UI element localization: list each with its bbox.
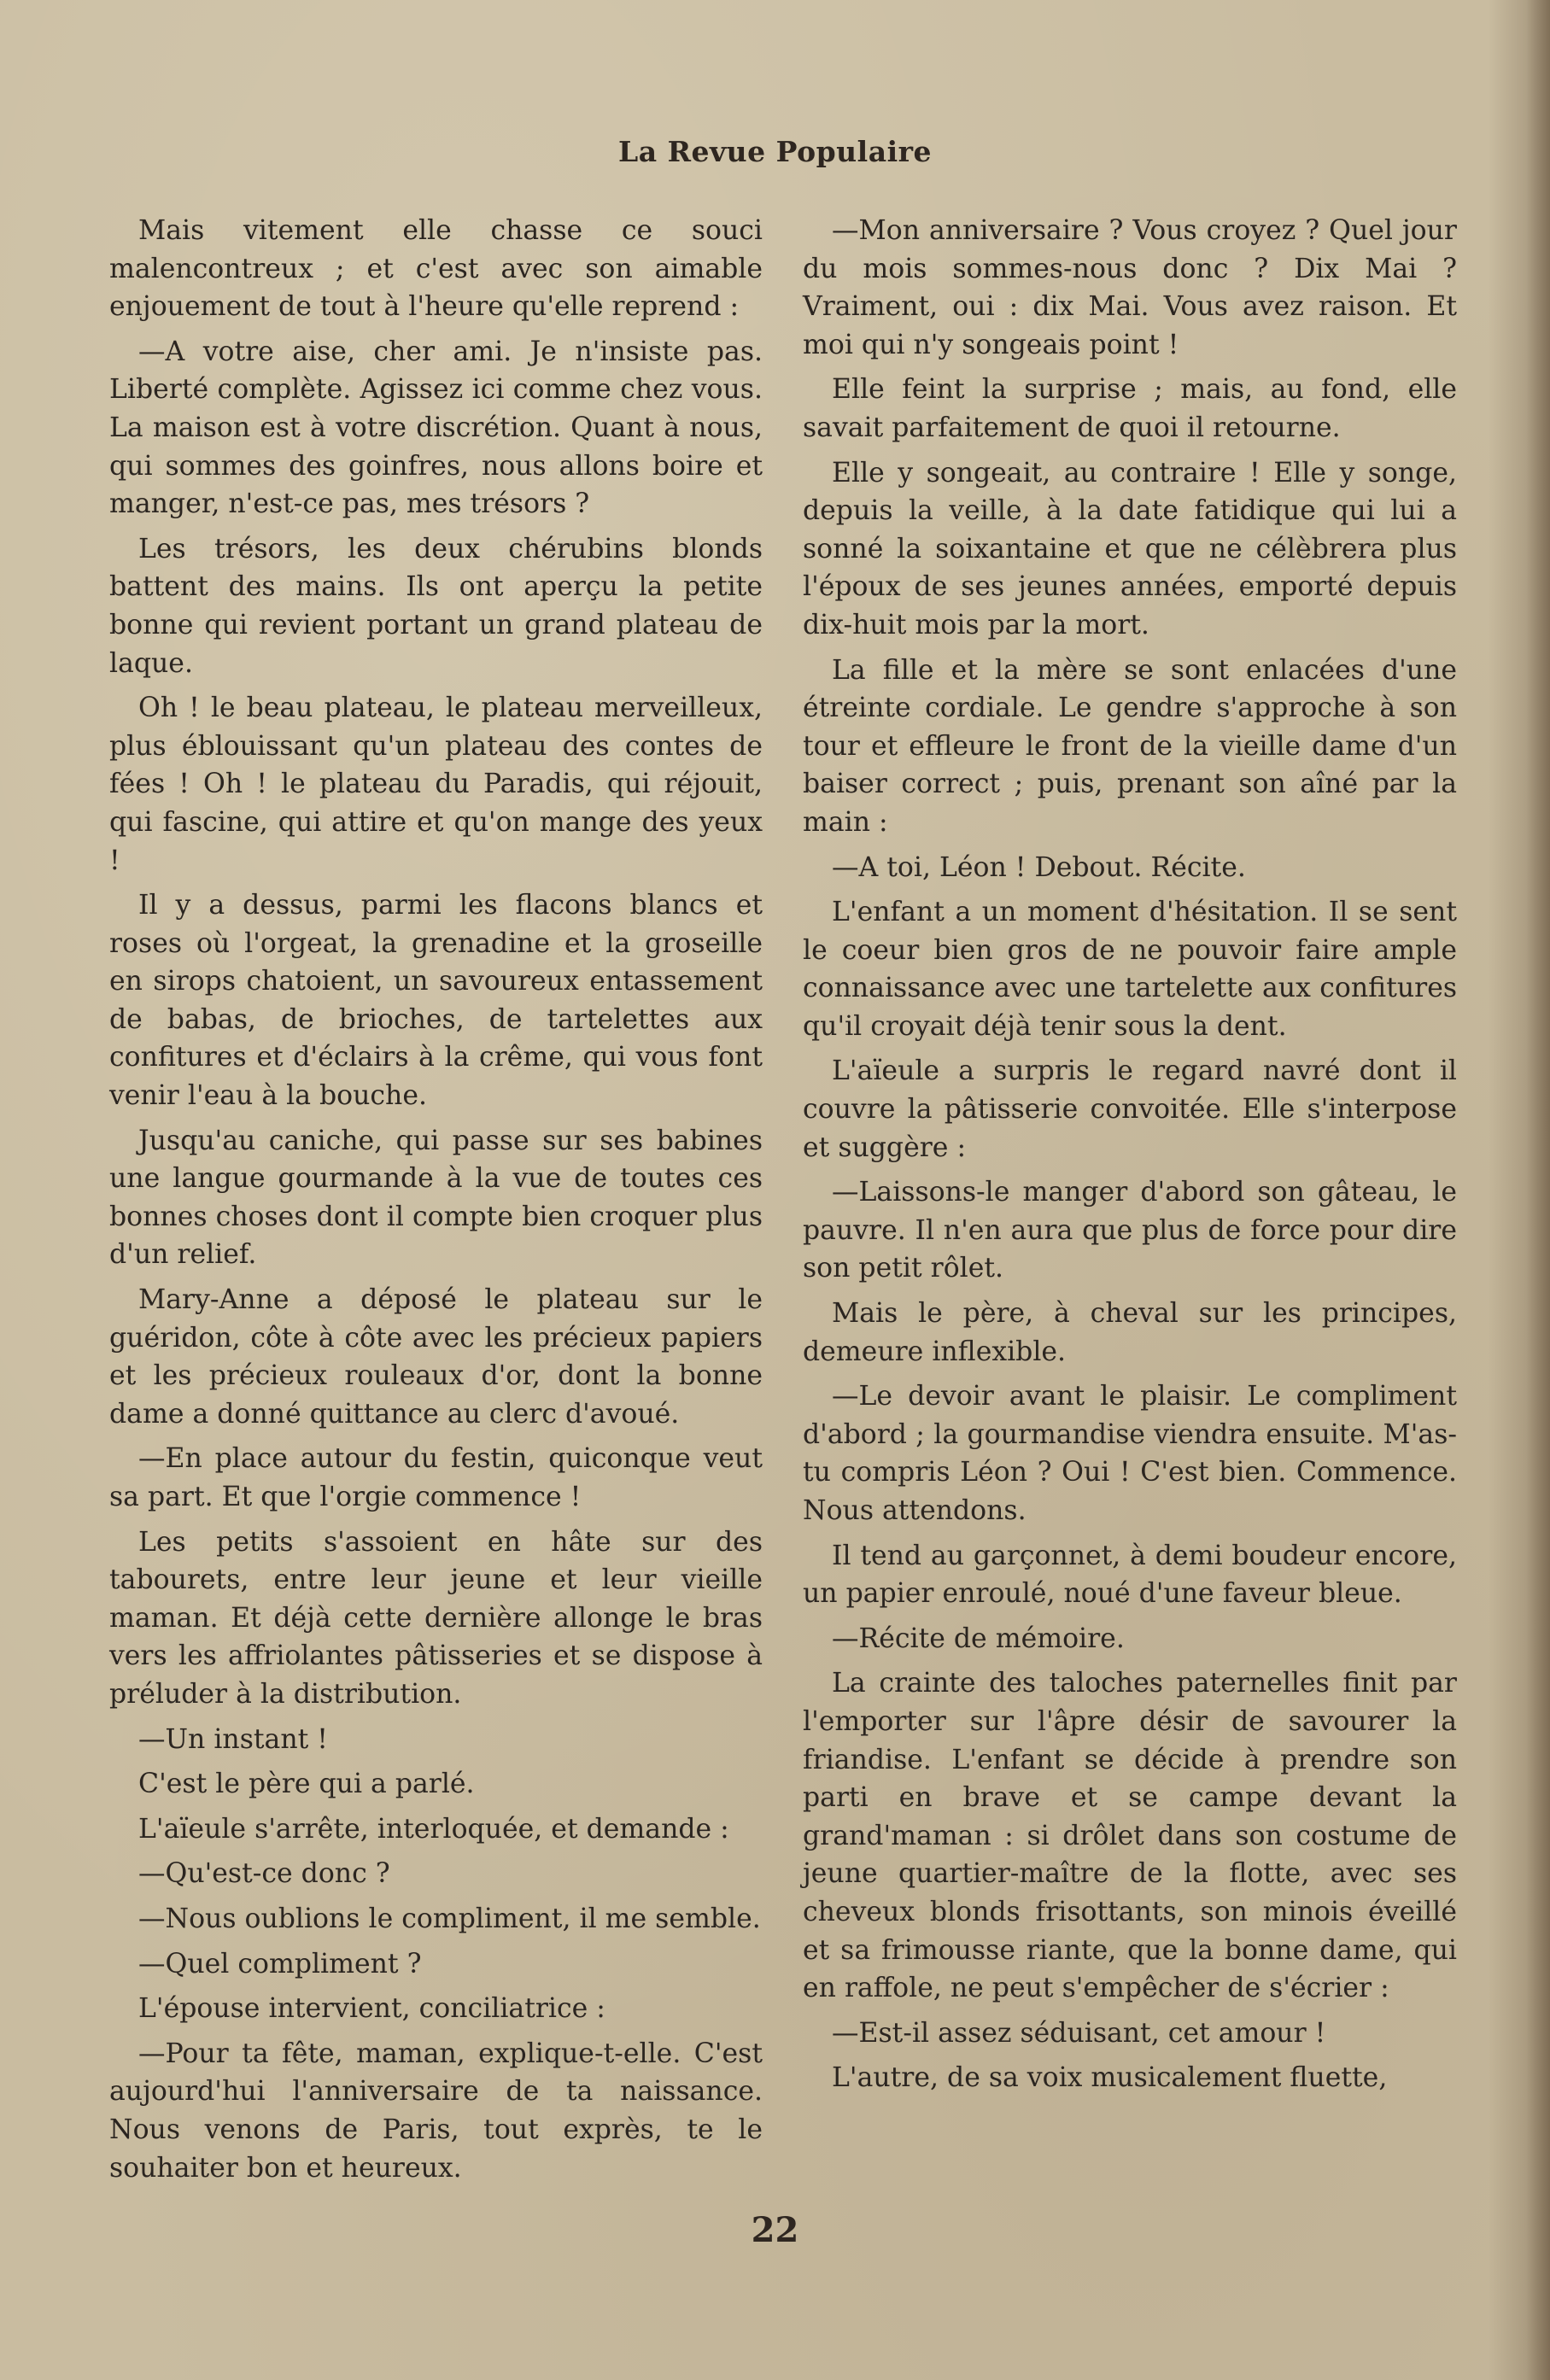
paragraph: Elle feint la surprise ; mais, au fond, elle savait parfaitement de quoi il retourne.	[803, 374, 1457, 443]
paragraph: —A votre aise, cher ami. Je n'insiste pas. Liberté complète. Agissez ici comme chez vous. La maison est à votre discrétion. Quant à nous, qui sommes des goinfres, nous allons boire et manger, n'est-ce pas, mes trésors ?	[109, 336, 763, 520]
paragraph: Il tend au garçonnet, à demi boudeur encore, un papier enroulé, noué d'une faveur bleue.	[803, 1540, 1457, 1610]
paragraph: —Un instant !	[138, 1723, 328, 1755]
paragraph: Il y a dessus, parmi les flacons blancs et roses où l'orgeat, la grenadine et la groseille en sirops chatoient, un savoureux entassement de babas, de brioches, de tartelettes aux confitures et d'éclairs à la crême, qui vous font venir l'eau à la bouche.	[109, 890, 763, 1112]
paragraph: L'épouse intervient, conciliatrice :	[138, 1993, 605, 2025]
paragraph: —Mon anniversaire ? Vous croyez ? Quel jour du mois sommes-nous donc ? Dix Mai ? Vraiment, oui : dix Mai. Vous avez raison. Et moi qui n'y songeais point !	[803, 215, 1457, 360]
paragraph: —Laissons-le manger d'abord son gâteau, le pauvre. Il n'en aura que plus de force pour dire son petit rôlet.	[803, 1177, 1457, 1284]
paragraph: Mais le père, à cheval sur les principes, demeure inflexible.	[803, 1298, 1457, 1367]
paragraph: L'aïeule s'arrête, interloquée, et demande :	[138, 1813, 729, 1845]
paragraph: —Nous oublions le compliment, il me semble.	[138, 1903, 761, 1934]
paragraph: —Le devoir avant le plaisir. Le compliment d'abord ; la gourmandise viendra ensuite. M'as-tu compris Léon ? Oui ! C'est bien. Commence. Nous attendons.	[803, 1381, 1457, 1526]
paragraph: —Qu'est-ce donc ?	[138, 1858, 390, 1890]
paragraph: Les trésors, les deux chérubins blonds battent des mains. Ils ont aperçu la petite bonne qui revient portant un grand plateau de laque.	[109, 533, 763, 679]
paragraph: Les petits s'assoient en hâte sur des tabourets, entre leur jeune et leur vieille maman. Et déjà cette dernière allonge le bras vers les affriolantes pâtisseries et se dispose à préluder à la distribution.	[109, 1526, 763, 1710]
paragraph: Elle y songeait, au contraire ! Elle y songe, depuis la veille, à la date fatidique qui lui a sonné la soixantaine et que ne célèbrera plus l'époux de ses jeunes années, emporté depuis dix-huit mois par la mort.	[803, 457, 1457, 640]
paragraph: —Est-il assez séduisant, cet amour !	[832, 2017, 1326, 2049]
paragraph: —Pour ta fête, maman, explique-t-elle. C'est aujourd'hui l'anniversaire de ta naissance. Nous venons de Paris, tout exprès, te le souhaiter bon et heureux.	[109, 2038, 763, 2184]
paragraph: —A toi, Léon ! Debout. Récite.	[832, 851, 1246, 883]
paragraph: La crainte des taloches paternelles finit par l'emporter sur l'âpre désir de savourer la friandise. L'enfant se décide à prendre son parti en brave et se campe devant la grand'maman : si drôlet dans son costume de jeune quartier-maître de la flotte, avec ses cheveux blonds frisottants, son minois éveillé et sa frimousse riante, que la bonne dame, qui en raffole, ne peut s'empêcher de s'écrier :	[803, 1668, 1457, 2004]
paragraph: L'aïeule a surpris le regard navré dont il couvre la pâtisserie convoitée. Elle s'interpose et suggère :	[803, 1056, 1457, 1163]
page-number: 22	[751, 2210, 799, 2250]
paragraph: L'autre, de sa voix musicalement fluette,	[832, 2062, 1388, 2094]
paragraph: La fille et la mère se sont enlacées d'une étreinte cordiale. Le gendre s'approche à son tour et effleure le front de la vieille dame d'un baiser correct ; puis, prenant son aîné par la main :	[803, 654, 1457, 838]
paragraph: —En place autour du festin, quiconque veut sa part. Et que l'orgie commence !	[109, 1443, 763, 1512]
right-column	[803, 212, 1457, 2104]
paragraph: C'est le père qui a parlé.	[138, 1769, 475, 1800]
paragraph: L'enfant a un moment d'hésitation. Il se sent le coeur bien gros de ne pouvoir faire ample connaissance avec une tartelette aux confitures qu'il croyait déjà tenir sous la dent.	[803, 897, 1457, 1042]
paragraph: —Récite de mémoire.	[832, 1623, 1125, 1654]
page-edge-shadow	[1526, 0, 1550, 2380]
paragraph: Oh ! le beau plateau, le plateau merveilleux, plus éblouissant qu'un plateau des contes de fées ! Oh ! le plateau du Paradis, qui réjouit, qui fascine, qui attire et qu'on mange des yeux !	[109, 693, 763, 876]
left-column	[109, 212, 763, 2194]
paragraph: Jusqu'au caniche, qui passe sur ses babines une langue gourmande à la vue de toutes ces bonnes choses dont il compte bien croquer plus d'un relief.	[109, 1125, 763, 1271]
paragraph: —Quel compliment ?	[138, 1948, 422, 1979]
paragraph: Mais vitement elle chasse ce souci malencontreux ; et c'est avec son aimable enjouement de tout à l'heure qu'elle reprend :	[109, 215, 763, 323]
paragraph: Mary-Anne a déposé le plateau sur le guéridon, côte à côte avec les précieux papiers et les précieux rouleaux d'or, dont la bonne dame a donné quittance au clerc d'avoué.	[109, 1284, 763, 1430]
running-header: La Revue Populaire	[618, 135, 932, 168]
